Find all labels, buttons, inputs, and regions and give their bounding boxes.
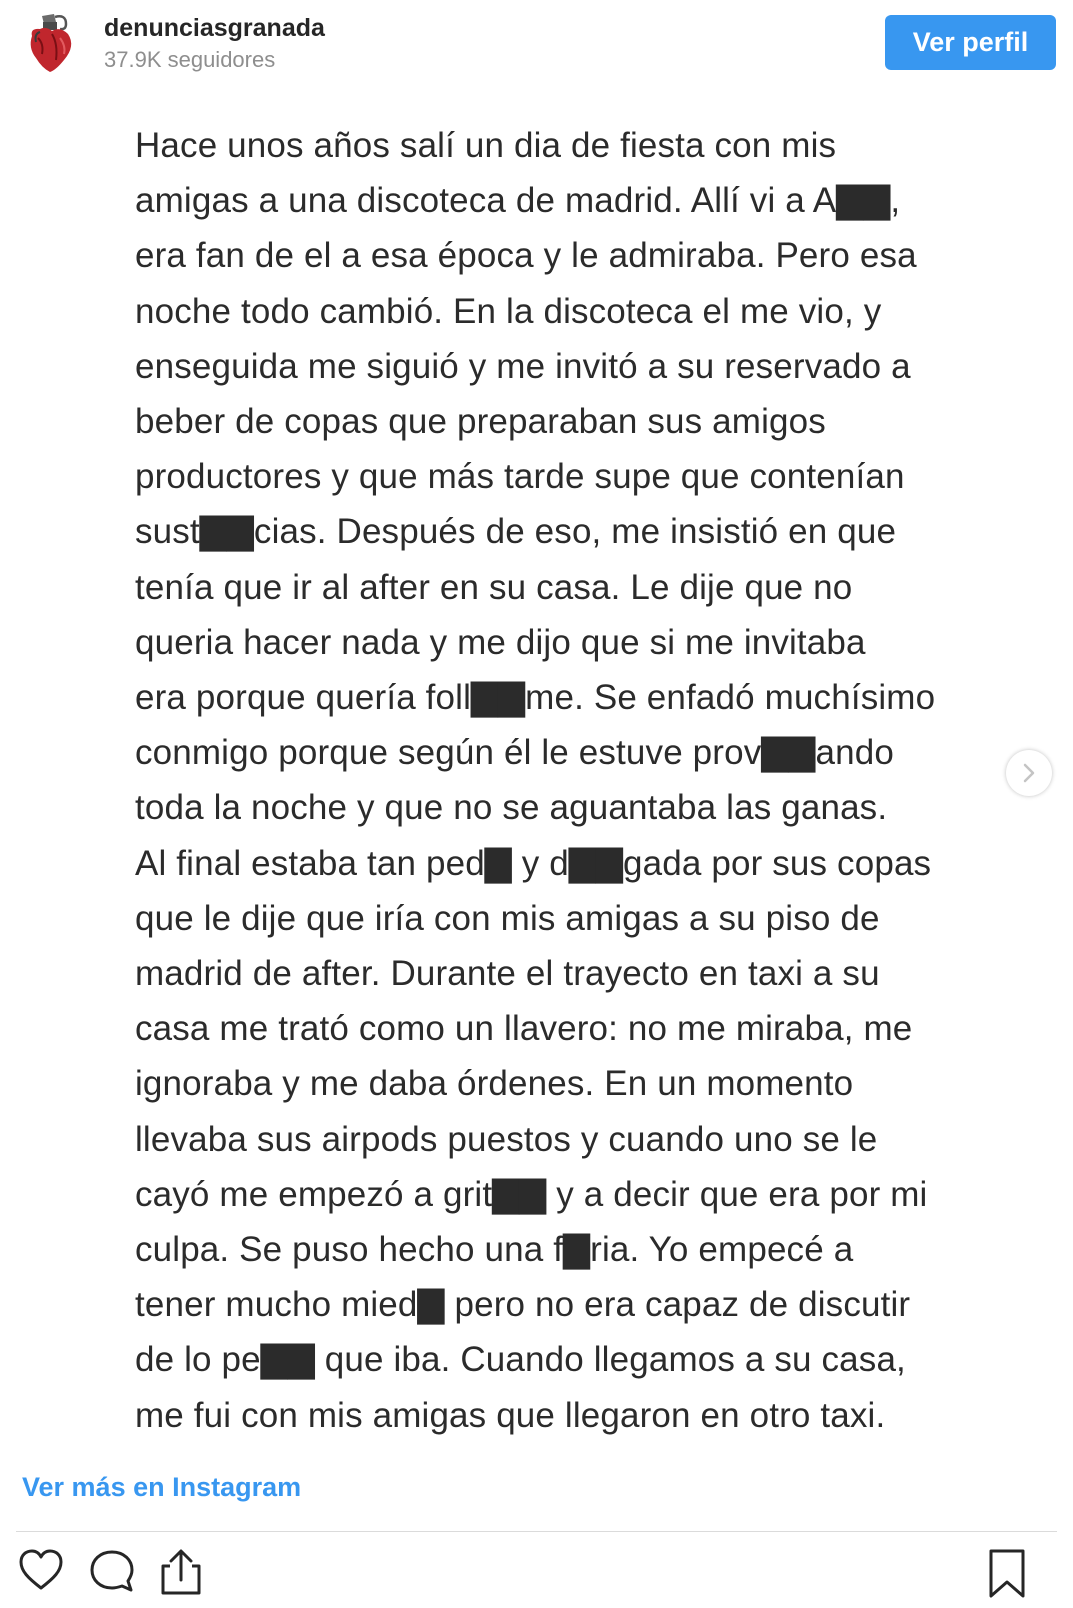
post-text-line: madrid de after. Durante el trayecto en taxi a su <box>135 954 880 994</box>
view-profile-button[interactable]: Ver perfil <box>885 15 1056 70</box>
post-text-line: beber de copas que preparaban sus amigos <box>135 402 826 442</box>
post-text-line: sust▇▇cias. Después de eso, me insistió en que <box>135 512 897 552</box>
post-text-line: culpa. Se puso hecho una f▇ria. Yo empecé a <box>135 1230 854 1270</box>
post-image[interactable] <box>0 90 1073 1450</box>
post-text-line: era fan de el a esa época y le admiraba. Pero esa <box>135 236 917 276</box>
post-text-line: Al final estaba tan ped▇ y d▇▇gada por sus copas <box>135 843 932 883</box>
post-text-line: llevaba sus airpods puestos y cuando uno se le <box>135 1119 878 1159</box>
post-text-line: cayó me empezó a grit▇▇ y a decir que era por mi <box>135 1174 928 1214</box>
post-text-line: de lo pe▇▇ que iba. Cuando llegamos a su casa, <box>135 1340 906 1380</box>
post-text-line: me fui con mis amigas que llegaron en otro taxi. <box>135 1395 886 1435</box>
view-more-link[interactable]: Ver más en Instagram <box>22 1472 302 1502</box>
post-text-line: toda la noche y que no se aguantaba las ganas. <box>135 788 888 828</box>
heart-icon[interactable] <box>18 1548 64 1597</box>
post-text <box>135 118 965 1443</box>
next-slide-button[interactable] <box>1006 750 1052 796</box>
post-header <box>0 0 1073 90</box>
post-text-line: era porque quería foll▇▇me. Se enfadó muchísimo <box>135 678 936 718</box>
bookmark-icon[interactable] <box>985 1548 1029 1605</box>
divider <box>16 1531 1057 1532</box>
post-text-line: noche todo cambió. En la discoteca el me vio, y <box>135 291 882 331</box>
post-text-line: casa me trató como un llavero: no me miraba, me <box>135 1009 913 1049</box>
post-text-line: tenía que ir al after en su casa. Le dije que no <box>135 567 853 607</box>
follower-count: 37.9K seguidores <box>104 47 276 72</box>
post-text-line: conmigo porque según él le estuve prov▇▇ando <box>135 733 894 773</box>
post-text-line: amigas a una discoteca de madrid. Allí vi a A▇▇, <box>135 181 901 221</box>
post-text-line: productores y que más tarde supe que contenían <box>135 457 905 497</box>
post-text-line: Hace unos años salí un dia de fiesta con mis <box>135 126 837 165</box>
username[interactable]: denunciasgranada <box>104 14 325 42</box>
comment-icon[interactable] <box>88 1548 136 1599</box>
share-icon[interactable] <box>158 1548 204 1601</box>
chevron-right-icon <box>1019 761 1039 785</box>
post-text-line: que le dije que iría con mis amigas a su piso de <box>135 898 880 938</box>
heart-grenade-avatar-icon[interactable] <box>22 12 78 74</box>
post-text-line: ignoraba y me daba órdenes. En un momento <box>135 1064 854 1104</box>
post-text-line: tener mucho mied▇ pero no era capaz de discutir <box>135 1285 911 1325</box>
post-text-line: enseguida me siguió y me invitó a su reservado a <box>135 346 911 386</box>
post-text-line: queria hacer nada y me dijo que si me invitaba <box>135 622 866 662</box>
